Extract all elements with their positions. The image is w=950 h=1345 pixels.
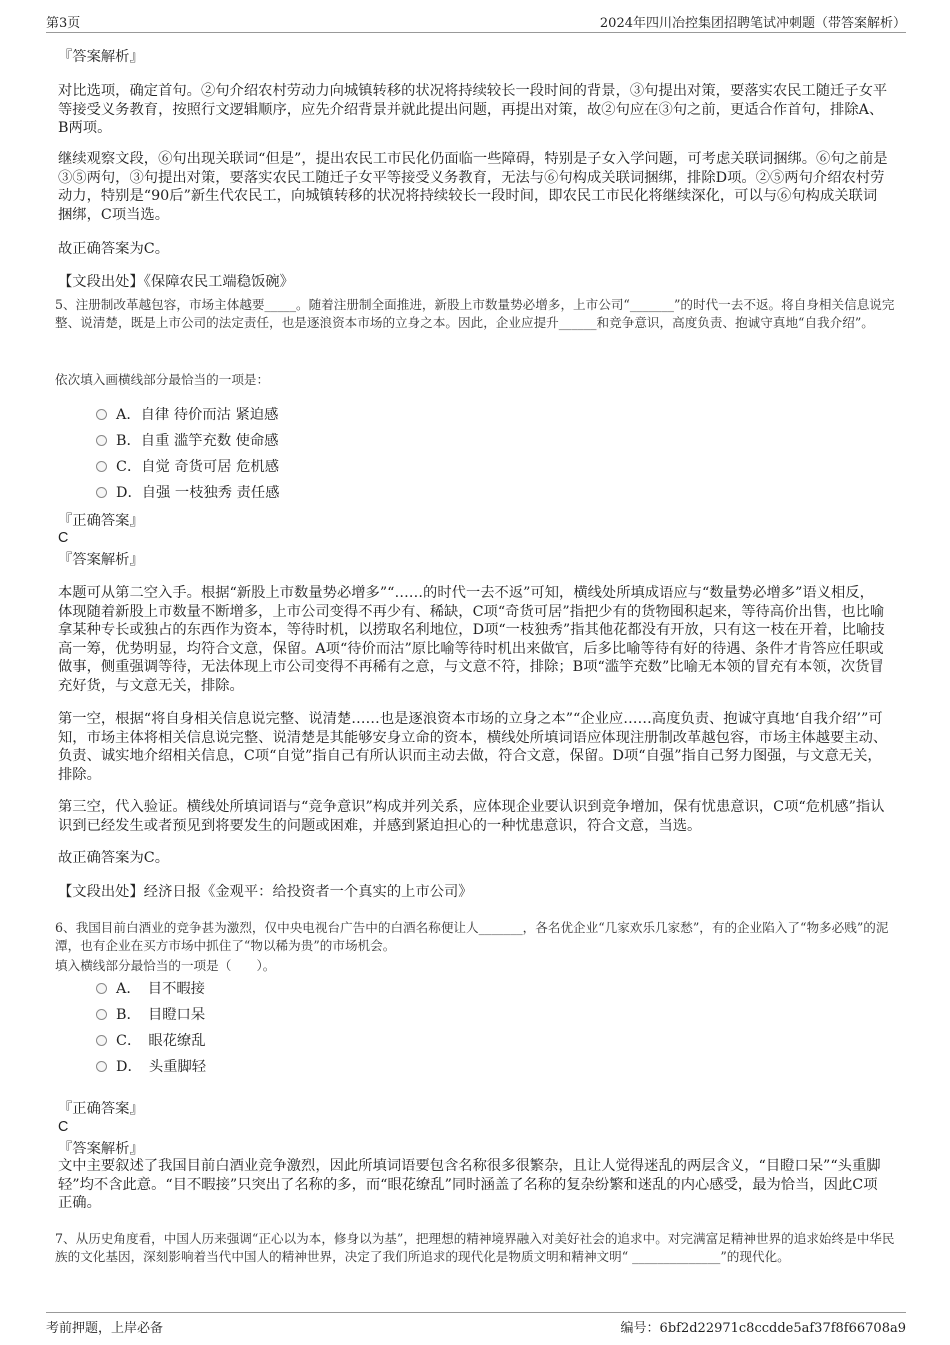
q6-answer: C <box>58 1119 69 1135</box>
q4-analysis-p2: 继续观察文段，⑥句出现关联词“但是”，提出农民工市民化仍面临一些障碍，特别是子女入学问题，可考虑关联词捆绑。⑥句之前是③⑤两句，③句提出对策，要落实农民工随迁子女平等接受义务教育，无法与⑥句构成关联词捆绑，排除D项。②⑤两句介绍农村劳动力，特别是“90后”新生代农民工，向城镇转移的状况将持续较长一段时间，即农民工市民化将继续深化，可以与⑥句构成关联词捆绑，C项当选。 <box>58 151 888 223</box>
radio-icon[interactable] <box>96 983 107 994</box>
q5-option-c[interactable]: C．自觉 奇货可居 危机感 <box>96 457 279 477</box>
page-footer <box>46 1312 906 1336</box>
q5-analysis-p2: 第一空，根据“将自身相关信息说完整、说清楚……也是逐浪资本市场的立身之本”“企业应……高度负责、抱诚守真地‘自我介绍’”可知，市场主体将相关信息说完整、说清楚是其能够安身立命的资本，横线处所填词语应体现注册制改革越包容，市场主体越要主动、负责、诚实地介绍相关信息，C项“自觉”指自己有所认识而主动去做，符合文意，保留。D项“自强”指自己努力图强，与文意无关，排除。 <box>58 711 888 783</box>
radio-icon[interactable] <box>96 487 107 498</box>
q5-correct-label: 『正确答案』 <box>58 513 144 529</box>
q6-analysis-label: 『答案解析』 <box>58 1141 144 1157</box>
q5-answer: C <box>58 530 69 546</box>
q6-correct-label: 『正确答案』 <box>58 1101 144 1117</box>
radio-icon[interactable] <box>96 409 107 420</box>
q5-analysis-p1: 本题可从第二空入手。根据“新股上市数量势必增多”“……的时代一去不返”可知，横线处所填成语应与“数量势必增多”语义相反，体现随着新股上市数量不断增多，上市公司变得不再少有、稀缺，C项“奇货可居”指把少有的货物囤积起来，等待高价出售，也比喻拿某种专长或独占的东西作为资本，等待时机，以捞取名利地位，D项“一枝独秀”指其他花都没有开放，只有这一枝在开着，比喻技高一筹，优势明显，均符合文意，保留。A项“待价而沽”原比喻等待时机出来做官，后多比喻等待有好的待遇、条件才肯答应任职或做事，侧重强调等待，无法体现上市公司变得不再稀有之意，与文意不符，排除；B项“滥竽充数”比喻无本领的冒充有本领，次货冒充好货，与文意无关，排除。 <box>58 585 885 694</box>
radio-icon[interactable] <box>96 1035 107 1046</box>
q5-stem: 5、注册制改革越包容，市场主体越要_____。随着注册制全面推进，新股上市数量势必增多，上市公司“_______”的时代一去不返。将自身相关信息说完整、说清楚，既是上市公司的法定责任，也是逐浪资本市场的立身之本。因此，企业应提升______和竞争意识，高度负责、抱诚守真地“自我介绍”。 <box>55 297 895 331</box>
q5-option-d[interactable]: D．自强 一枝独秀 责任感 <box>96 483 280 503</box>
q6-option-a[interactable]: A． 目不暇接 <box>96 979 205 999</box>
radio-icon[interactable] <box>96 435 107 446</box>
q5-option-a[interactable]: A．自律 待价而沽 紧迫感 <box>96 405 278 425</box>
document-title: 2024年四川冶控集团招聘笔试冲刺题（带答案解析） <box>599 16 906 31</box>
footer-motto: 考前押题，上岸必备 <box>46 1321 164 1336</box>
q6-option-b[interactable]: B． 目瞪口呆 <box>96 1005 205 1025</box>
q6-prompt: 填入横线部分最恰当的一项是（ ）。 <box>55 958 276 973</box>
q6-analysis: 文中主要叙述了我国目前白酒业竞争激烈，因此所填词语要包含名称很多很繁杂，且让人觉得迷乱的两层含义，“目瞪口呆”“头重脚轻”均不含此意。“目不暇接”只突出了名称的多，而“眼花缭乱”同时涵盖了名称的复杂纷繁和迷乱的内心感受，最为恰当，因此C项正确。 <box>58 1158 881 1212</box>
q5-analysis-label: 『答案解析』 <box>58 552 144 568</box>
radio-icon[interactable] <box>96 461 107 472</box>
q6-stem: 6、我国目前白酒业的竞争甚为激烈，仅中央电视台广告中的白酒名称便让人_______，各名优企业“几家欢乐几家愁”，有的企业陷入了“物多必贱”的泥潭，也有企业在买方市场中抓住了“物以稀为贵”的市场机会。 <box>55 920 889 954</box>
radio-icon[interactable] <box>96 1061 107 1072</box>
q7-stem: 7、从历史角度看，中国人历来强调“正心以为本，修身以为基”，把理想的精神境界融入对美好社会的追求中。对完满富足精神世界的追求始终是中华民族的文化基因，深刻影响着当代中国人的精神世界，决定了我们所追求的现代化是物质文明和精神文明“ ______________”的现代化。 <box>55 1231 895 1265</box>
page-number: 第3页 <box>46 16 81 31</box>
q4-source: 【文段出处】《保障农民工端稳饭碗》 <box>58 274 294 290</box>
radio-icon[interactable] <box>96 1009 107 1020</box>
q6-option-c[interactable]: C． 眼花缭乱 <box>96 1031 206 1051</box>
q6-option-d[interactable]: D． 头重脚轻 <box>96 1057 206 1077</box>
q5-option-b[interactable]: B．自重 滥竽充数 使命感 <box>96 431 279 451</box>
q4-conclusion: 故正确答案为C。 <box>58 241 170 257</box>
q5-conclusion: 故正确答案为C。 <box>58 850 170 866</box>
q4-analysis-label: 『答案解析』 <box>58 49 144 65</box>
q5-analysis-p3: 第三空，代入验证。横线处所填词语与“竞争意识”构成并列关系，应体现企业要认识到竞争增加，保有忧患意识，C项“危机感”指认识到已经发生或者预见到将要发生的问题或困难，并感到紧迫担心的一种忧患意识，符合文意，当选。 <box>58 799 885 834</box>
document-id: 编号：6bf2d22971c8ccdde5af37f8f66708a9 <box>620 1321 906 1336</box>
q4-analysis-p1: 对比选项，确定首句。②句介绍农村劳动力向城镇转移的状况将持续较长一段时间的背景，③句提出对策，要落实农民工随迁子女平等接受义务教育，按照行文逻辑顺序，应先介绍背景并就此提出问题，再提出对策，故②句应在③句之前，更适合作首句，排除A、B两项。 <box>58 83 888 137</box>
q5-prompt: 依次填入画横线部分最恰当的一项是： <box>55 372 270 387</box>
q5-source: 【文段出处】经济日报《金观平：给投资者一个真实的上市公司》 <box>58 884 473 900</box>
page-header <box>46 10 906 33</box>
